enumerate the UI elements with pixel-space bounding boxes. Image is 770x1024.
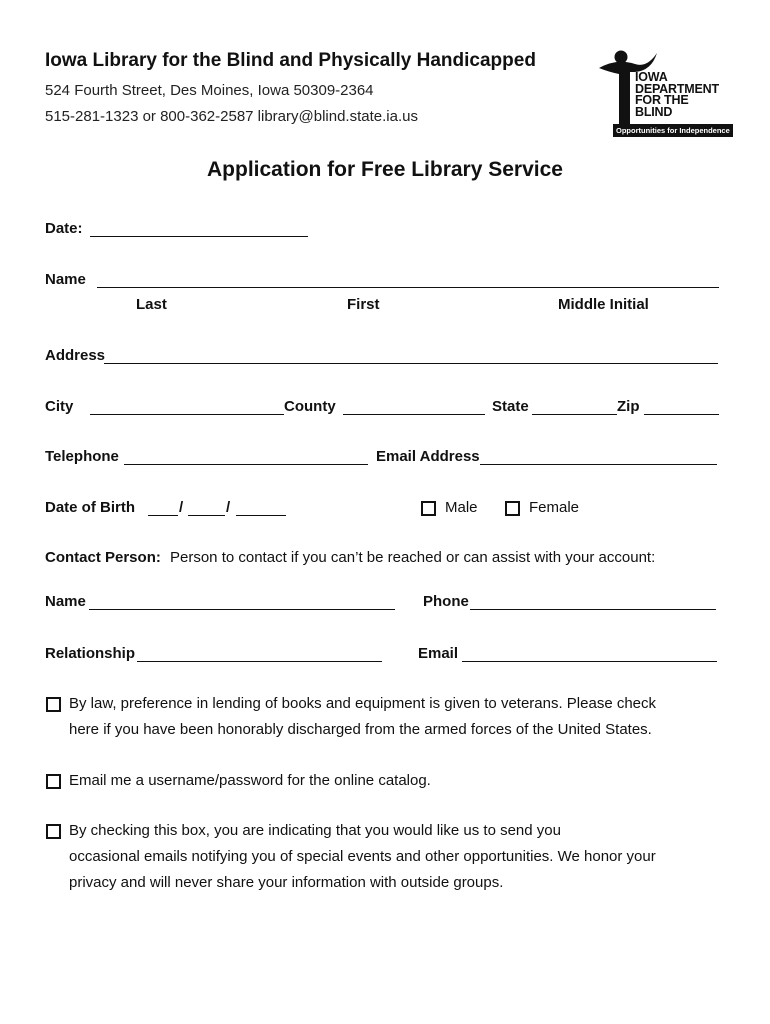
- dob-month-field[interactable]: [148, 515, 178, 516]
- org-name: Iowa Library for the Blind and Physically Handicapped: [45, 50, 536, 71]
- logo-line-1: IOWA: [635, 70, 668, 84]
- veterans-checkbox[interactable]: [46, 697, 61, 712]
- veterans-text-line-1: By law, preference in lending of books and equipment is given to veterans. Please check: [69, 695, 657, 712]
- catalog-text: Email me a username/password for the online catalog.: [69, 772, 431, 789]
- county-field[interactable]: [343, 414, 485, 415]
- notify-checkbox[interactable]: [46, 824, 61, 839]
- department-logo: [597, 48, 732, 140]
- contact-heading: Contact Person:: [45, 549, 161, 566]
- name-sub-last: Last: [136, 296, 167, 313]
- notify-text-line-2: occasional emails notifying you of special events and other opportunities. We honor your: [69, 848, 656, 865]
- address-field[interactable]: [104, 363, 718, 364]
- notify-text: [69, 818, 656, 896]
- contact-name-field[interactable]: [89, 609, 395, 610]
- city-label: City: [45, 398, 74, 415]
- zip-label: Zip: [617, 398, 640, 415]
- county-label: County: [284, 398, 336, 415]
- logo-wordmark: [635, 72, 719, 118]
- contact-phone-label: Phone: [423, 593, 469, 610]
- veterans-text: [69, 691, 656, 743]
- zip-field[interactable]: [644, 414, 719, 415]
- email-label: Email Address: [376, 448, 480, 465]
- form-title: Application for Free Library Service: [207, 158, 563, 181]
- dob-year-field[interactable]: [236, 515, 286, 516]
- relationship-label: Relationship: [45, 645, 136, 662]
- female-label: Female: [529, 499, 580, 516]
- state-label: State: [492, 398, 529, 415]
- notify-text-line-1: By checking this box, you are indicating that you would like us to send you: [69, 822, 561, 839]
- relationship-field[interactable]: [137, 661, 382, 662]
- contact-name-label: Name: [45, 593, 86, 610]
- name-label: Name: [45, 271, 86, 288]
- contact-email-label: Email: [418, 645, 459, 662]
- logo-tagline: Opportunities for Independence: [613, 124, 733, 137]
- logo-line-3: FOR THE: [635, 93, 689, 107]
- org-contact: 515-281-1323 or 800-362-2587 library@blind.state.ia.us: [45, 108, 418, 125]
- name-sub-first: First: [347, 296, 380, 313]
- veterans-text-line-2: here if you have been honorably discharged from the armed forces of the United States.: [69, 721, 652, 738]
- state-field[interactable]: [532, 414, 617, 415]
- contact-email-field[interactable]: [462, 661, 717, 662]
- contact-phone-field[interactable]: [470, 609, 716, 610]
- logo-line-2: DEPARTMENT: [635, 81, 719, 96]
- dob-label: Date of Birth: [45, 499, 135, 516]
- telephone-field[interactable]: [124, 464, 368, 465]
- contact-description: Person to contact if you can’t be reached or can assist with your account:: [170, 549, 656, 566]
- male-label: Male: [445, 499, 478, 516]
- date-field[interactable]: [90, 236, 308, 237]
- org-address: 524 Fourth Street, Des Moines, Iowa 50309-2364: [45, 82, 374, 99]
- city-field[interactable]: [90, 414, 284, 415]
- notify-text-line-3: privacy and will never share your information with outside groups.: [69, 874, 504, 891]
- dob-slash-2: /: [226, 499, 231, 516]
- male-checkbox[interactable]: [421, 501, 436, 516]
- name-sub-middle: Middle Initial: [558, 296, 649, 313]
- female-checkbox[interactable]: [505, 501, 520, 516]
- dob-day-field[interactable]: [188, 515, 225, 516]
- email-field[interactable]: [480, 464, 717, 465]
- name-field[interactable]: [97, 287, 719, 288]
- telephone-label: Telephone: [45, 448, 119, 465]
- address-label: Address: [45, 347, 106, 364]
- date-label: Date:: [45, 220, 83, 237]
- catalog-checkbox[interactable]: [46, 774, 61, 789]
- logo-line-4: BLIND: [635, 104, 673, 119]
- dob-slash-1: /: [179, 499, 184, 516]
